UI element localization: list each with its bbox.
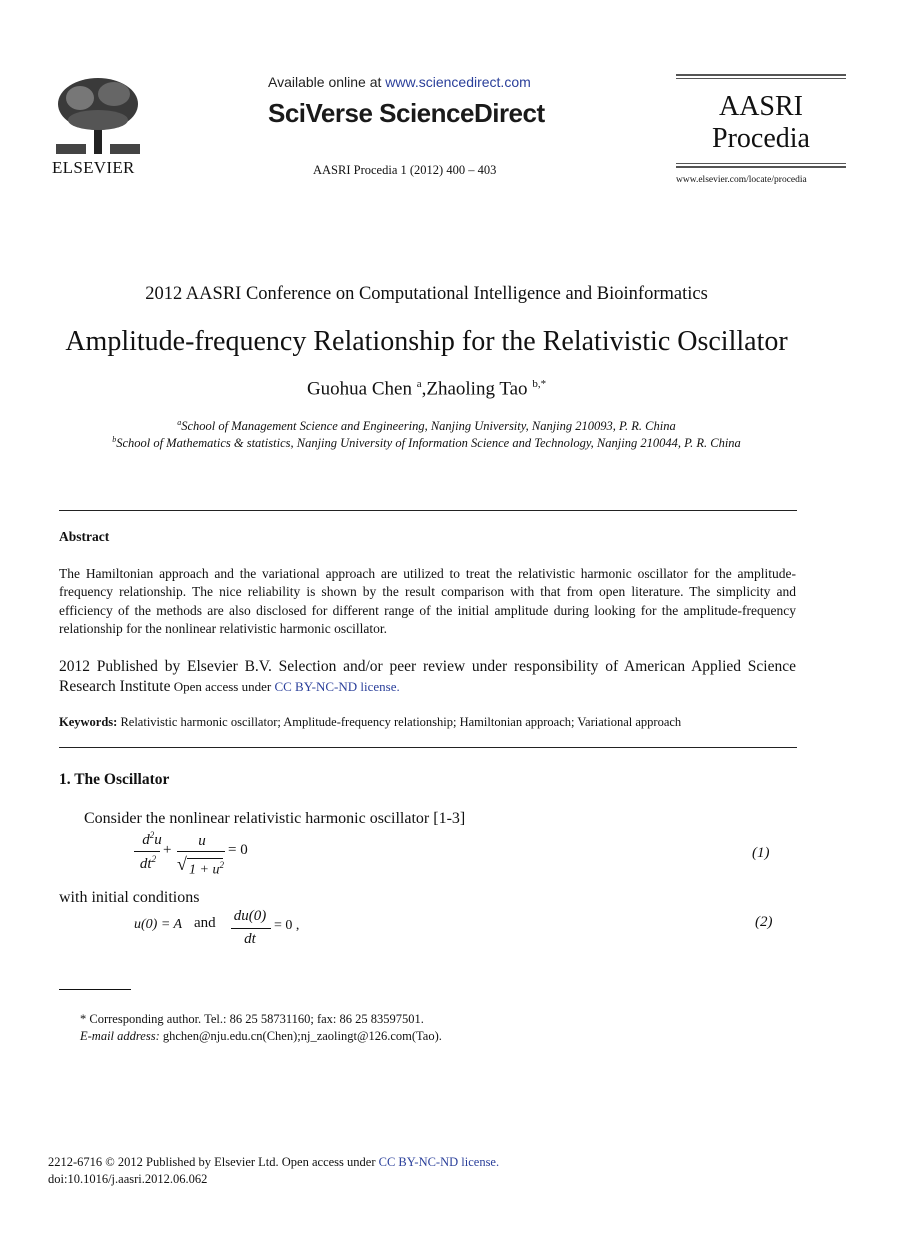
available-online [268, 74, 531, 90]
eq1-sqrt-sign: √ [177, 854, 187, 874]
keywords-text: Relativistic harmonic oscillator; Amplitude-frequency relationship; Hamiltonian approach; Variational approach [117, 715, 682, 729]
eq2-denominator: dt [244, 931, 256, 947]
eq2-rhs: = 0 , [274, 918, 300, 933]
elsevier-wordmark: ELSEVIER [52, 158, 135, 177]
eq1-sqrt-body [189, 860, 224, 879]
affiliation-text: School of Management Science and Engineering, Nanjing University, Nanjing 210093, P. R. China [181, 419, 676, 434]
eq1-frac2-bar [177, 851, 225, 852]
eq2-and: and [194, 915, 216, 931]
eq1-sqrt-bar [187, 858, 223, 859]
affiliation-mark: b [112, 435, 117, 444]
eq2-frac-bar [231, 928, 271, 929]
eq2-left: u(0) = A [134, 917, 183, 932]
journal-rule-top-1 [676, 74, 846, 76]
eq1-d: d [142, 832, 150, 848]
affiliation-text: School of Mathematics & statistics, Nanjing University of Information Science and Technology, Nanjing 210044, P. R. China [116, 436, 741, 451]
footer-license [48, 1155, 499, 1170]
eq1-exp: 2 [149, 830, 155, 840]
eq1-rhs: = 0 [228, 842, 248, 858]
eq1-sqrt-text: 1 + u [189, 862, 220, 878]
footer-license-link[interactable]: CC BY-NC-ND license. [378, 1155, 500, 1169]
footnote-rule [59, 989, 131, 990]
abstract-bottom-rule [59, 747, 797, 748]
license-link[interactable]: CC BY-NC-ND license. [274, 679, 400, 694]
abstract-heading: Abstract [59, 529, 110, 544]
email-footnote [80, 1029, 442, 1044]
initial-conditions-text: with initial conditions [59, 889, 200, 906]
sciencedirect-link[interactable]: www.sciencedirect.com [385, 74, 531, 90]
conference-name: 2012 AASRI Conference on Computational Intelligence and Bioinformatics [145, 284, 708, 304]
journal-url-link[interactable]: www.elsevier.com/locate/procedia [676, 175, 807, 185]
sciverse-wordmark: SciVerse ScienceDirect [268, 98, 545, 128]
journal-rule-bottom-2 [676, 166, 846, 168]
email-addresses[interactable]: ghchen@nju.edu.cn(Chen);nj_zaolingt@126.com(Tao). [159, 1029, 442, 1043]
journal-citation: AASRI Procedia 1 (2012) 400 – 403 [313, 163, 497, 177]
eq1-exp: 2 [219, 860, 224, 870]
footer-issn-text: 2212-6716 © 2012 Published by Elsevier Ltd. Open access under [48, 1155, 379, 1169]
affiliation-b [0, 435, 853, 451]
abstract-top-rule [59, 510, 797, 511]
journal-name [676, 91, 846, 155]
journal-rule-top-2 [676, 78, 846, 79]
eq1-frac1-denominator [134, 854, 162, 873]
journal-rule-bottom-1 [676, 163, 846, 164]
eq1-label: (1) [752, 845, 770, 861]
corresponding-author-footnote: * Corresponding author. Tel.: 86 25 58731160; fax: 86 25 83597501. [80, 1012, 424, 1026]
author-affil-mark: a [416, 378, 422, 390]
available-online-prefix: Available online at [268, 74, 386, 90]
eq1-frac1-bar [134, 851, 160, 852]
publisher-statement [59, 657, 796, 697]
eq1-frac2-numerator: u [198, 833, 206, 849]
author-name: Guohua Chen [306, 378, 417, 400]
eq1-plus: + [163, 842, 172, 858]
abstract-text: The Hamiltonian approach and the variational approach are utilized to treat the relativistic harmonic oscillator for the amplitude-frequency relationship. The nice reliability is shown by the result comparison with that from open literature. The simplicity and efficiency of the methods are also disclosed for different range of the initial amplitude during looking for the amplitude-frequency relationship for the nonlinear relativistic harmonic oscillator. [59, 566, 796, 636]
eq2-numerator: du(0) [233, 908, 267, 924]
open-access-text: Open access under [170, 679, 275, 694]
affiliation-a [0, 418, 853, 434]
eq1-dt: dt [139, 856, 152, 872]
footer-doi[interactable]: doi:10.1016/j.aasri.2012.06.062 [48, 1172, 208, 1186]
eq1-exp: 2 [151, 854, 157, 864]
article-title: Amplitude-frequency Relationship for the Relativistic Oscillator [65, 326, 788, 357]
keywords-label: Keywords: [59, 715, 118, 729]
email-label: E-mail address: [80, 1029, 160, 1043]
eq2-label: (2) [755, 914, 773, 930]
publisher-statement-text: 2012 Published by Elsevier B.V. Selection and/or peer review under responsibility of American Applied Science Research Institute [59, 658, 796, 695]
journal-name-line1: AASRI [718, 91, 803, 122]
section-intro: Consider the nonlinear relativistic harmonic oscillator [1-3] [84, 810, 466, 827]
author-list [0, 378, 853, 400]
keywords [59, 715, 796, 730]
affiliation-mark: a [177, 418, 182, 427]
journal-name-line2: Procedia [712, 123, 810, 154]
section-heading: 1. The Oscillator [59, 771, 170, 788]
author-name: ,Zhaoling Tao [421, 378, 533, 400]
author-affil-mark: b,* [532, 378, 547, 390]
eq1-u: u [154, 832, 162, 848]
